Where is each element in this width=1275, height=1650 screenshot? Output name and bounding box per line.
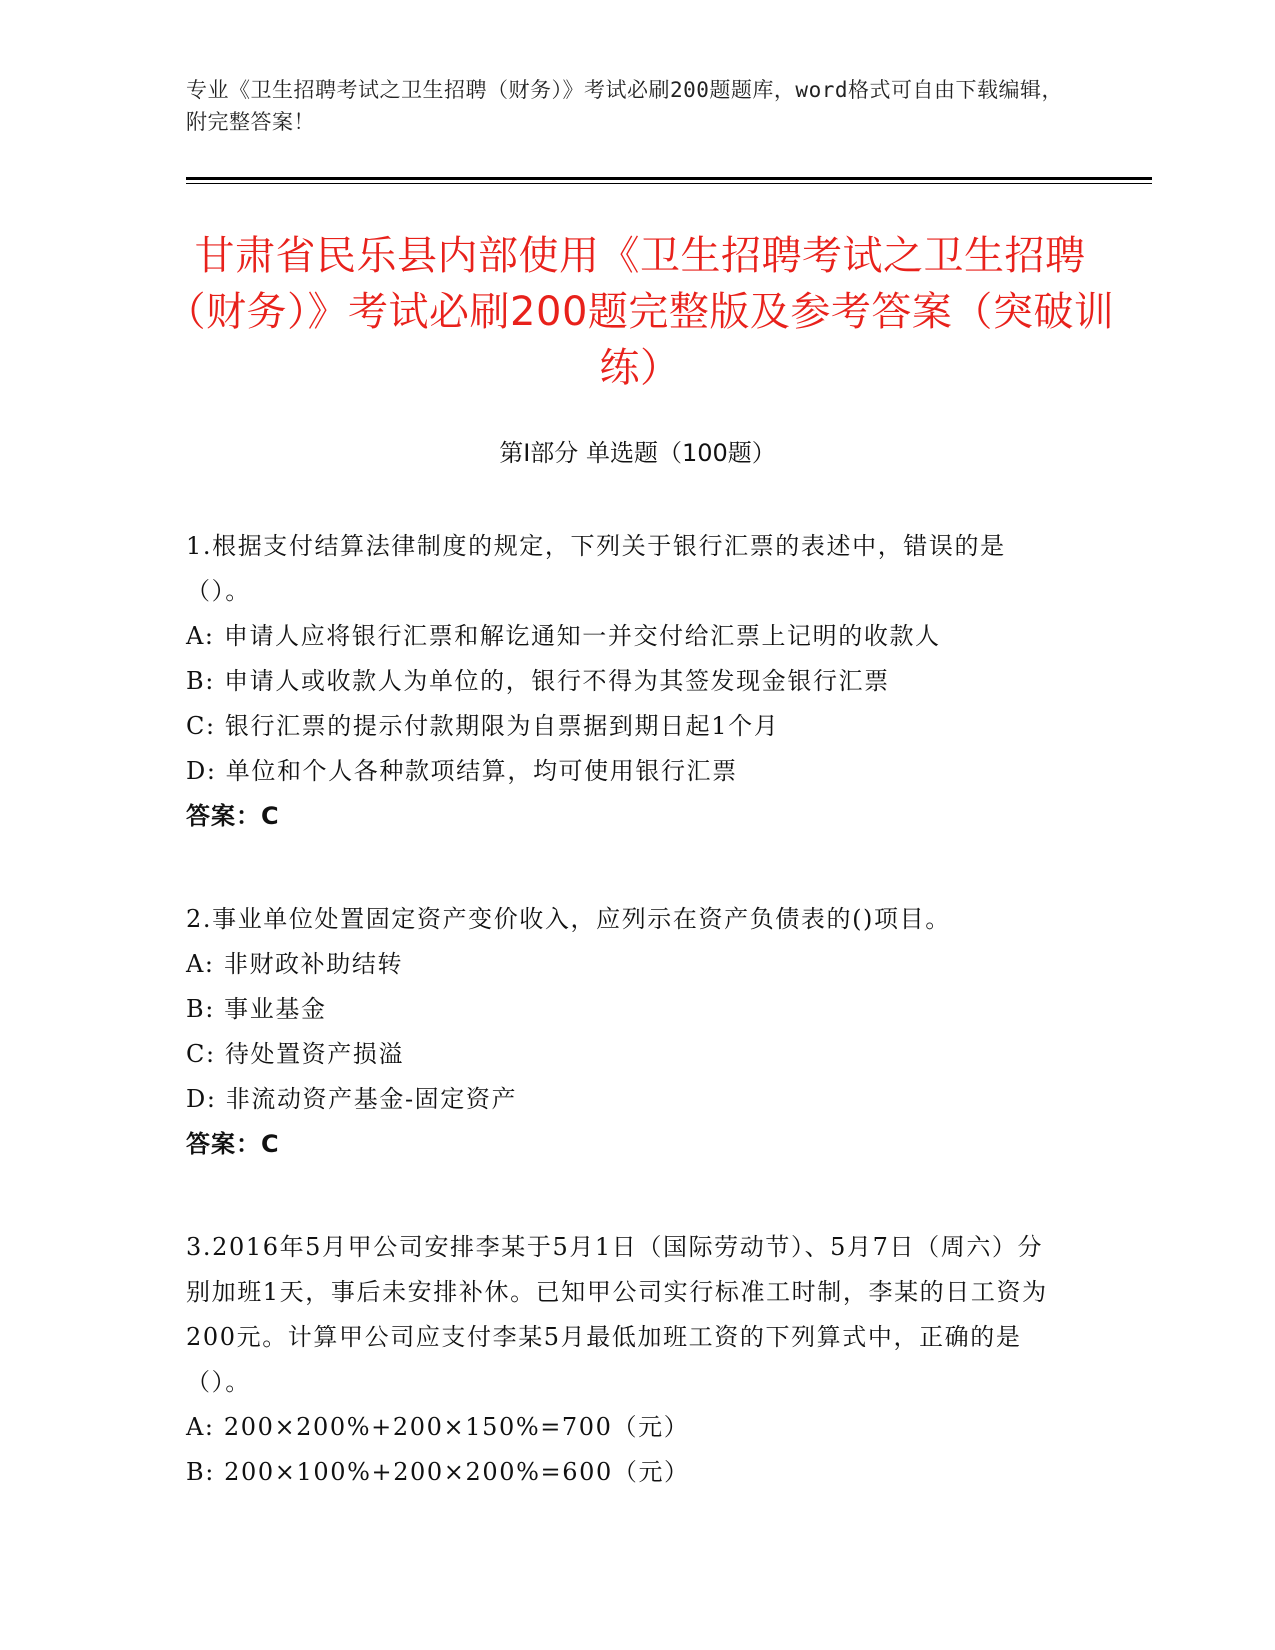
header-rule-thin xyxy=(186,183,1152,184)
section-title: 第Ⅰ部分 单选题（100题） xyxy=(499,439,776,467)
option-a: A: 200×200%+200×150%=700（元） xyxy=(186,1413,690,1441)
option-d: D: 单位和个人各种款项结算，均可使用银行汇票 xyxy=(186,757,738,785)
option-b: B: 事业基金 xyxy=(186,995,327,1023)
document-title: 甘肃省民乐县内部使用《卫生招聘考试之卫生招聘（财务）》考试必刷200题完整版及参考答案（突破训练） xyxy=(165,233,1115,391)
answer-line: 答案：C xyxy=(186,1130,280,1158)
option-a: A: 申请人应将银行汇票和解讫通知一并交付给汇票上记明的收款人 xyxy=(186,622,941,650)
header-rule-thick xyxy=(186,177,1152,180)
answer-line: 答案：C xyxy=(186,802,280,830)
question-2 xyxy=(186,897,1066,1167)
question-1 xyxy=(186,524,1066,839)
option-c: C: 银行汇票的提示付款期限为自票据到期日起1个月 xyxy=(186,712,780,740)
option-d: D: 非流动资产基金-固定资产 xyxy=(186,1085,518,1113)
question-stem: 2.事业单位处置固定资产变价收入，应列示在资产负债表的()项目。 xyxy=(186,905,951,933)
question-3 xyxy=(186,1225,1066,1495)
header-note: 专业《卫生招聘考试之卫生招聘（财务）》考试必刷200题题库，word格式可自由下载编辑，附完整答案！ xyxy=(186,78,1063,134)
option-c: C: 待处置资产损溢 xyxy=(186,1040,405,1068)
question-stem: 1.根据支付结算法律制度的规定，下列关于银行汇票的表述中，错误的是（）。 xyxy=(186,532,1006,605)
option-b: B: 200×100%+200×200%=600（元） xyxy=(186,1458,690,1486)
question-stem: 3.2016年5月甲公司安排李某于5月1日（国际劳动节）、5月7日（周六）分别加班1天，事后未安排补休。已知甲公司实行标准工时制，李某的日工资为200元。计算甲公司应支付李某5月最低加班工资的下列算式中，正确的是（）。 xyxy=(186,1233,1048,1396)
option-b: B: 申请人或收款人为单位的，银行不得为其签发现金银行汇票 xyxy=(186,667,890,695)
option-a: A: 非财政补助结转 xyxy=(186,950,404,978)
question-list xyxy=(186,524,1066,1553)
